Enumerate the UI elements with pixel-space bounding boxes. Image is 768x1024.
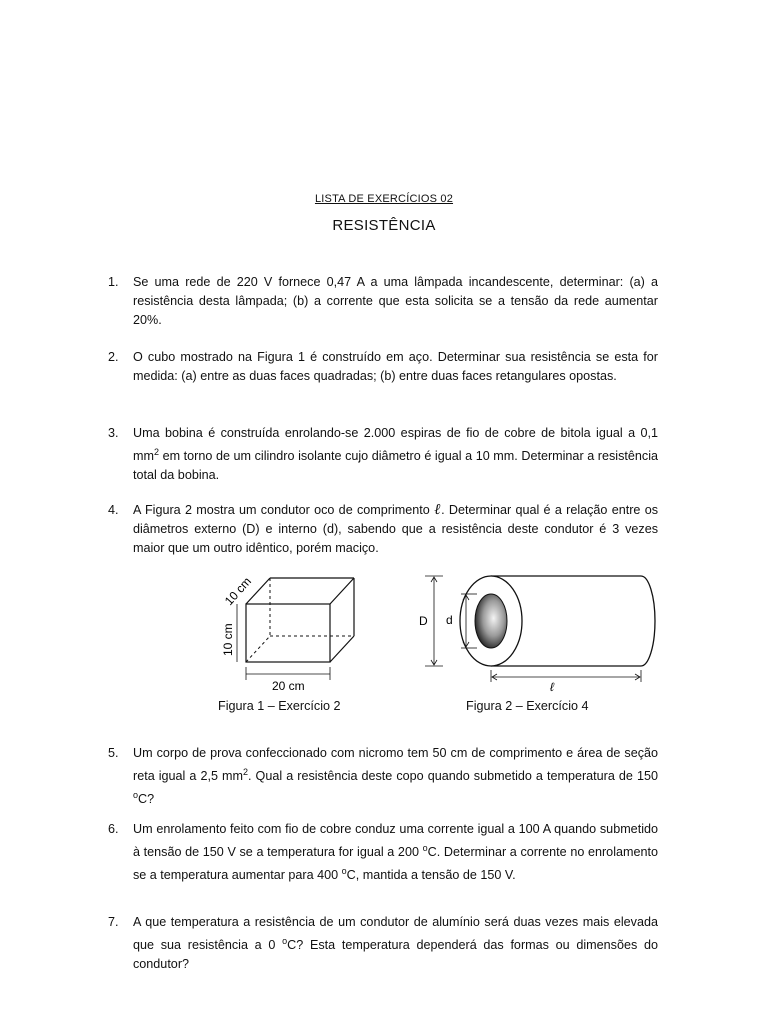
exercise-number: 3. bbox=[108, 426, 119, 440]
exercise-5 bbox=[108, 744, 658, 809]
degree-superscript: o bbox=[341, 866, 347, 877]
exercise-text: Se uma rede de 220 V fornece 0,47 A a uma lâmpada incandescente, determinar: (a) a resistência desta lâmpada; (b) a corrente que esta solicita se a tensão da rede aumentar 20%. bbox=[133, 275, 658, 327]
exercise-3 bbox=[108, 424, 658, 485]
exercise-1 bbox=[108, 273, 658, 330]
inner-diameter-label: d bbox=[446, 613, 453, 627]
figure-1-caption: Figura 1 – Exercício 2 bbox=[218, 699, 341, 713]
degree-superscript: o bbox=[133, 790, 139, 801]
exercise-7 bbox=[108, 913, 658, 974]
exercise-text: A Figura 2 mostra um condutor oco de comprimento ℓ. Determinar qual é a relação entre os diâmetros externo (D) e interno (d), sabendo que a resistência deste condutor é 3 vezes maior que um outro idêntico, porém maciço. bbox=[133, 502, 659, 555]
exercise-number: 4. bbox=[108, 503, 119, 517]
exercise-6 bbox=[108, 820, 658, 885]
superscript: 2 bbox=[243, 767, 249, 777]
degree-superscript: o bbox=[282, 936, 288, 946]
figure-1-box bbox=[210, 570, 370, 694]
depth-label: 10 cm bbox=[221, 574, 255, 609]
superscript: 2 bbox=[153, 447, 159, 457]
exercise-number: 5. bbox=[108, 746, 119, 760]
outer-diameter-label: D bbox=[419, 614, 428, 628]
list-title: LISTA DE EXERCÍCIOS 02 bbox=[314, 193, 454, 205]
exercise-4 bbox=[108, 501, 658, 558]
exercise-number: 1. bbox=[108, 275, 119, 289]
width-label: 20 cm bbox=[272, 679, 305, 693]
exercise-number: 2. bbox=[108, 350, 119, 364]
exercise-text: Uma bobina é construída enrolando-se 2.000 espiras de fio de cobre de bitola igual a 0,1 $mm^2$ em torno de um cilindro isolante cujo diâmetro é igual a 10 mm. Determinar a resistência total da bobina. bbox=[133, 426, 658, 483]
length-label: ℓ bbox=[550, 680, 554, 694]
figure-2-hollow-cylinder bbox=[415, 570, 663, 694]
degree-superscript: o bbox=[422, 843, 428, 853]
exercise-text: Um corpo de prova confeccionado com nicromo tem 50 cm de comprimento e área de seção reta igual a 2,5 $mm^2$. Qual a resistência deste copo quando submetido a temperatura de 150 $^o$C? bbox=[133, 746, 658, 807]
exercise-number: 6. bbox=[108, 822, 119, 836]
exercise-text: Um enrolamento feito com fio de cobre conduz uma corrente igual a 100 A quando submetido à tensão de 150 V se a temperatura for igual a 200 $^o$C. Determinar a corrente no enrolamento se a temperatura aumentar para 400 $^o$C, mantida a tensão de 150 V. bbox=[133, 822, 658, 883]
height-label: 10 cm bbox=[221, 623, 235, 656]
length-symbol: ℓ bbox=[434, 502, 442, 518]
exercise-number: 7. bbox=[108, 915, 119, 929]
exercise-2 bbox=[108, 348, 658, 386]
exercise-text: O cubo mostrado na Figura 1 é construído em aço. Determinar sua resistência se esta for medida: (a) entre as duas faces quadradas; (b) entre duas faces retangulares opostas. bbox=[133, 350, 658, 383]
page-title: RESISTÊNCIA bbox=[332, 217, 436, 234]
exercise-text: A que temperatura a resistência de um condutor de alumínio será duas vezes mais elevada que sua resistência a 0 $^o$C? Esta temperatura dependerá das formas ou dimensões do condutor? bbox=[133, 915, 658, 972]
figure-2-caption: Figura 2 – Exercício 4 bbox=[466, 699, 589, 713]
